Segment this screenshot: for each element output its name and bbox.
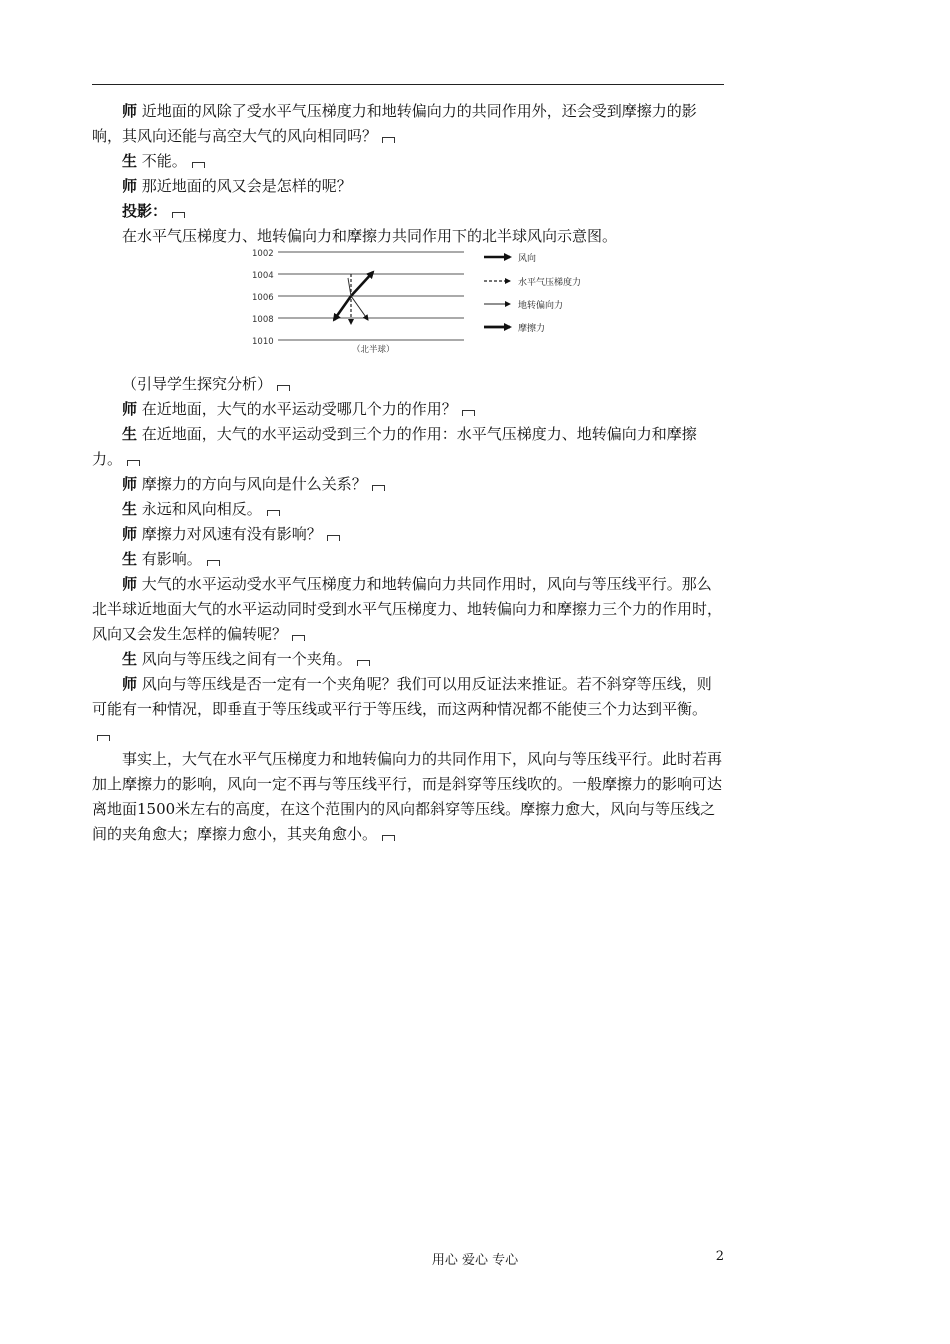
paragraph-mark-icon [372,485,385,491]
paragraph-text: 近地面的风除了受水平气压梯度力和地转偏向力的共同作用外，还会受到摩擦力的影响，其风向还能与高空大气的风向相同吗？ [92,102,697,145]
speaker-label: 生 [122,425,138,443]
coriolis-force-arrow [351,296,368,320]
speaker-label: 生 [122,550,138,568]
speaker-label: 生 [122,650,138,668]
paragraph-mark-icon [207,560,220,566]
paragraph-mark-icon [192,162,205,168]
paragraph-mark-icon [277,385,290,391]
paragraph-text: 永远和风向相反。 [141,500,262,518]
speaker-label: 师 [122,400,138,418]
paragraph-mark-icon [462,410,475,416]
paragraph-text: 摩擦力的方向与风向是什么关系？ [141,475,367,493]
paragraph-7 [92,397,724,422]
speaker-label: 师 [122,102,138,120]
paragraph-1 [92,99,724,149]
paragraph-15 [92,672,724,747]
isobar-label-1002: 1002 [252,249,274,259]
paragraph-16 [92,747,724,847]
paragraph-13 [92,572,724,647]
friction-force-arrow [334,296,351,320]
isobar-label-1004: 1004 [252,271,274,281]
paragraph-mark-icon [292,635,305,641]
isobar-label-1010: 1010 [252,337,274,347]
paragraph-mark-icon [382,137,395,143]
paragraph-11 [92,522,724,547]
paragraph-text: 事实上，大气在水平气压梯度力和地转偏向力的共同作用下，风向与等压线平行。此时若再加上摩擦力的影响，风向一定不再与等压线平行，而是斜穿等压线吹的。一般摩擦力的影响可达离地面1500米左右的高度，在这个范围内的风向都斜穿等压线。摩擦力愈大，风向与等压线之间的夹角愈大；摩擦力愈小，其夹角愈小。 [92,750,723,843]
paragraph-text: 有影响。 [141,550,202,568]
speaker-label: 师 [122,525,138,543]
legend-friction-label: 摩擦力 [518,324,546,334]
speaker-label: 生 [122,500,138,518]
wind-direction-diagram [248,244,600,356]
paragraph-6 [92,372,724,397]
paragraph-10 [92,497,724,522]
paragraph-text: 在近地面，大气的水平运动受哪几个力的作用？ [141,400,457,418]
paragraph-8 [92,422,724,472]
paragraph-text: （引导学生探究分析） [122,375,273,393]
paragraph-text: 摩擦力对风速有没有影响？ [141,525,322,543]
paragraph-mark-icon [267,510,280,516]
isobar-label-1008: 1008 [252,315,274,325]
paragraph-text: 风向与等压线是否一定有一个夹角呢？我们可以用反证法来推证。若不斜穿等压线，则可能有一种情况，即垂直于等压线或平行于等压线，而这两种情况都不能使三个力达到平衡。 [92,675,712,718]
paragraph-4 [92,199,724,224]
isobar-label-1006: 1006 [252,293,274,303]
paragraph-text: 那近地面的风又会是怎样的呢？ [141,177,352,195]
legend-coriolis-label: 地转偏向力 [518,301,564,311]
paragraph-mark-icon [382,835,395,841]
speaker-label: 生 [122,152,138,170]
page-number: 2 [715,1249,724,1264]
speaker-label: 师 [122,675,138,693]
header-rule [92,84,724,85]
paragraph-mark-icon [327,535,340,541]
paragraph-3 [92,174,724,199]
paragraph-14 [92,647,724,672]
diagram-caption: （北半球） [352,345,395,355]
paragraph-text: 风向与等压线之间有一个夹角。 [141,650,352,668]
speaker-label: 师 [122,575,138,593]
wind-direction-arrow [351,272,373,296]
paragraph-text: 大气的水平运动受水平气压梯度力和地转偏向力共同作用时，风向与等压线平行。那么北半球近地面大气的水平运动同时受到水平气压梯度力、地转偏向力和摩擦力三个力的作用时，风向又会发生怎样的偏转呢？ [92,575,723,643]
paragraph-mark-icon [127,460,140,466]
footer-text: 用心 爱心 专心 [431,1253,519,1268]
speaker-label: 投影： [122,202,168,220]
legend-wind-label: 风向 [518,254,537,264]
paragraph-mark-icon [97,735,110,741]
paragraph-2 [92,149,724,174]
paragraph-text: 在近地面，大气的水平运动受到三个力的作用：水平气压梯度力、地转偏向力和摩擦力。 [92,425,697,468]
speaker-label: 师 [122,475,138,493]
paragraph-9 [92,472,724,497]
paragraph-text: 不能。 [141,152,187,170]
paragraph-mark-icon [357,660,370,666]
paragraph-text: 在水平气压梯度力、地转偏向力和摩擦力共同作用下的北半球风向示意图。 [122,227,618,245]
legend-pressure-label: 水平气压梯度力 [518,278,582,288]
speaker-label: 师 [122,177,138,195]
paragraph-mark-icon [172,212,185,218]
paragraph-12 [92,547,724,572]
